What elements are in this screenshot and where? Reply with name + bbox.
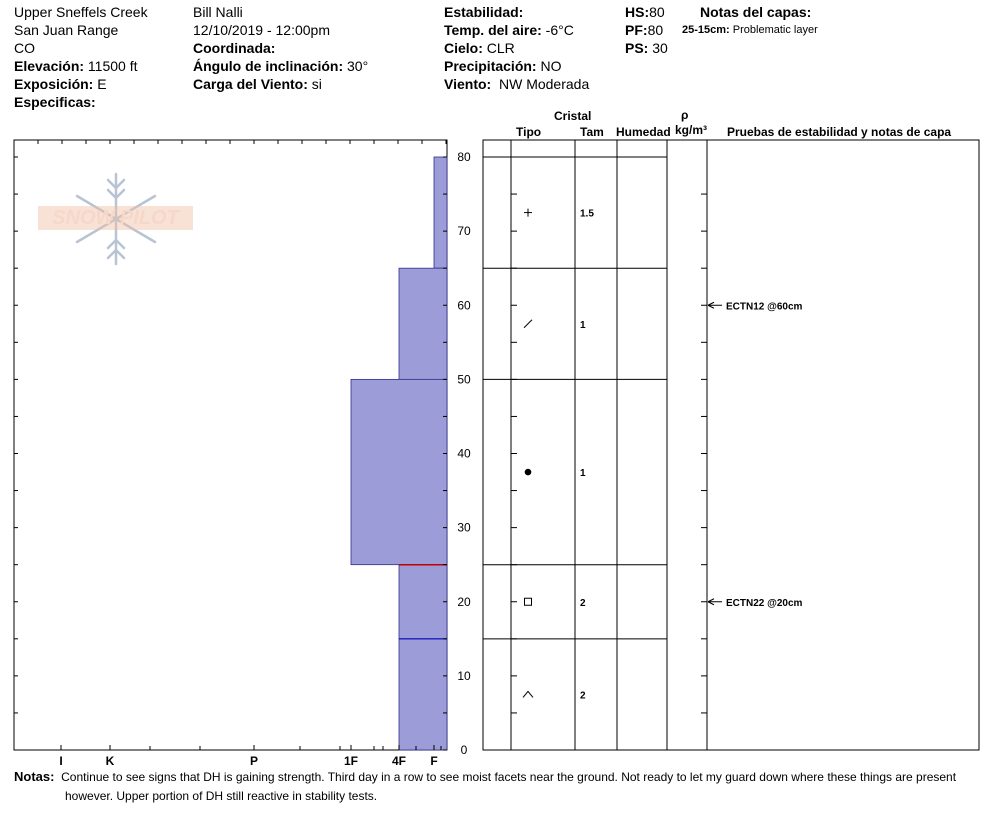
- stability-test-label: ECTN22 @20cm: [726, 597, 803, 609]
- stability-tests-header: Pruebas de estabilidad y notas de capa: [727, 125, 952, 139]
- layer-notes-label: Notas del capas:: [700, 4, 812, 20]
- logo-text: SNOW PILOT: [38, 206, 193, 230]
- grain-size-value: 1: [580, 468, 586, 480]
- precip-value: NO: [540, 58, 562, 74]
- y-tick-label: 20: [457, 594, 471, 609]
- grain-size-value: 2: [580, 690, 586, 702]
- ps-label: PS:: [625, 40, 649, 56]
- table-frame: [483, 140, 979, 750]
- location-name: Upper Sneffels Creek: [14, 4, 148, 20]
- y-tick-label: 80: [457, 150, 471, 164]
- y-tick-label: 60: [457, 298, 471, 313]
- layer-note-text: Problematic layer: [732, 24, 818, 36]
- aspect-label: Exposición:: [14, 76, 94, 92]
- y-tick-label: 50: [457, 372, 471, 387]
- hardness-tick-label: I: [59, 754, 63, 768]
- grain-facets-icon: [525, 598, 532, 605]
- pf-value: 80: [647, 22, 664, 38]
- sky-value: CLR: [486, 40, 515, 56]
- y-tick-label: 70: [457, 224, 471, 239]
- sky-label: Cielo:: [444, 40, 483, 56]
- hardness-tick-label: P: [249, 754, 259, 768]
- slope-label: Ángulo de inclinación:: [193, 58, 344, 74]
- aspect-value: E: [97, 76, 107, 92]
- hardness-bar: [399, 268, 447, 379]
- grain-size-value: 1.5: [580, 208, 594, 220]
- y-tick-label: 30: [457, 520, 471, 535]
- grain-size-value: 1: [580, 319, 586, 331]
- grain-fragments-icon: [524, 320, 532, 328]
- ps-value: 30: [652, 40, 668, 56]
- y-tick-label: 40: [457, 446, 471, 461]
- air-temp-label: Temp. del aire:: [444, 22, 542, 38]
- wind-value: NW Moderada: [498, 76, 590, 92]
- hs-value: 80: [649, 4, 665, 20]
- wind-load-label: Carga del Viento:: [193, 76, 308, 92]
- hardness-tick-label: F: [430, 754, 438, 768]
- slope-value: 30°: [347, 58, 369, 74]
- coordinates-label: Coordinada:: [193, 40, 276, 56]
- layer-note-range: 25-15cm:: [682, 24, 730, 36]
- precip-label: Precipitación:: [444, 58, 537, 74]
- hardness-bar: [399, 565, 447, 639]
- grain-rounded-icon: [525, 469, 532, 476]
- air-temp-value: -6°C: [545, 22, 574, 38]
- wind-label: Viento:: [444, 76, 492, 92]
- hardness-tick-label: 4F: [391, 754, 407, 768]
- density-unit: kg/m³: [675, 123, 708, 137]
- hardness-tick-label: K: [105, 754, 115, 768]
- elevation-label: Elevación:: [14, 58, 85, 74]
- stability-test-label: ECTN12 @60cm: [726, 301, 803, 313]
- hardness-bar: [351, 379, 447, 564]
- hardness-bar: [399, 639, 447, 750]
- hardness-bar: [434, 157, 447, 268]
- crystal-header: Cristal: [554, 109, 592, 123]
- density-symbol: ρ: [681, 108, 689, 122]
- stability-arrow-icon: [708, 599, 722, 605]
- notes-line-1: Continue to see signs that DH is gaining strength. Third day in a row to see moist facets near the ground. Not ready to let my guard down where these things are present: [61, 770, 957, 784]
- stability-arrow-icon: [708, 302, 722, 308]
- y-tick-label: 0: [460, 743, 468, 757]
- state: CO: [14, 40, 35, 56]
- observer: Bill Nalli: [193, 4, 243, 20]
- date-time: 12/10/2019 - 12:00pm: [193, 22, 330, 38]
- specifics-label: Especificas:: [14, 94, 96, 110]
- notes-line-2: however. Upper portion of DH still reactive in stability tests.: [65, 789, 378, 803]
- notes-label: Notas:: [14, 769, 55, 784]
- y-tick-label: 10: [457, 668, 471, 683]
- grain-depth-hoar-icon: [523, 691, 533, 697]
- notes-section: [14, 767, 980, 806]
- elevation-value: 11500 ft: [87, 58, 138, 74]
- moisture-header: Humedad: [616, 125, 671, 139]
- wind-load-value: si: [311, 76, 322, 92]
- stability-label: Estabilidad:: [444, 4, 524, 20]
- pf-label: PF:: [625, 22, 648, 38]
- hs-label: HS:: [625, 4, 650, 20]
- hardness-tick-label: 1F: [343, 754, 359, 768]
- mountain-range: San Juan Range: [14, 22, 119, 38]
- size-header: Tam: [580, 125, 604, 139]
- type-header: Tipo: [516, 125, 542, 139]
- grain-size-value: 2: [580, 597, 586, 609]
- snowpilot-logo: [38, 170, 196, 268]
